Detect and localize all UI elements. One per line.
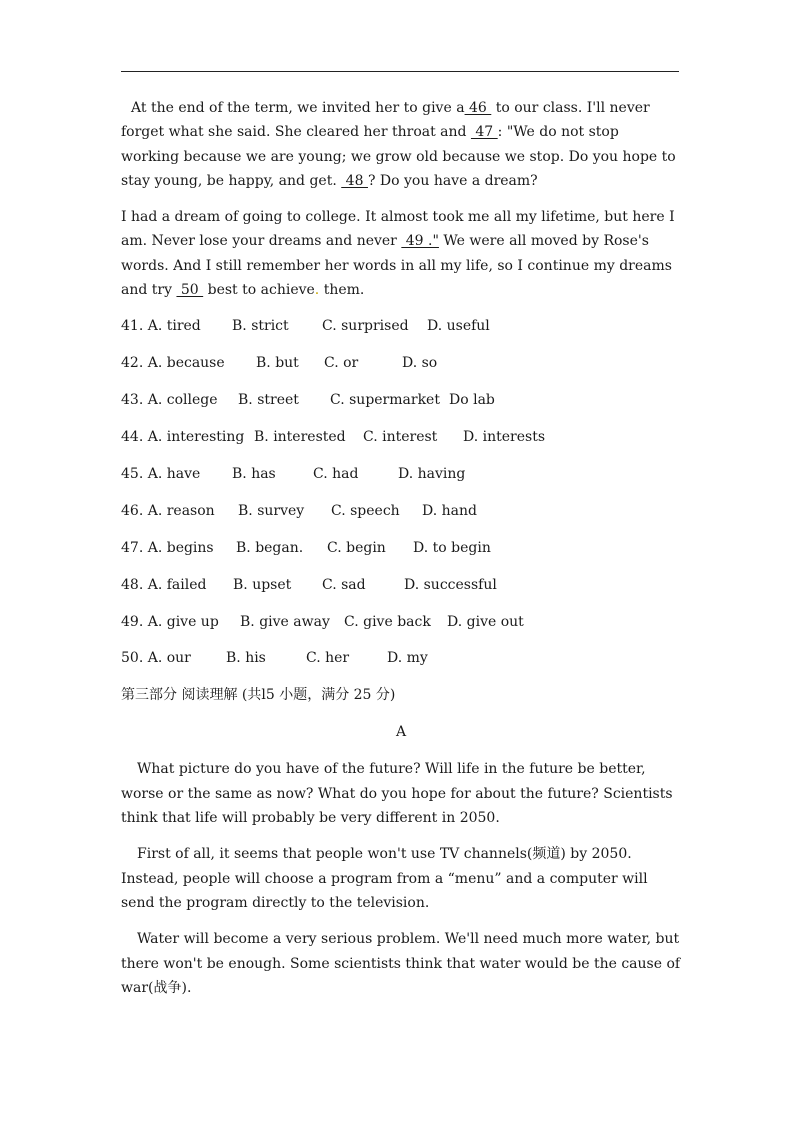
option-c: C. had [313,465,359,482]
option-b: B. but [256,355,299,372]
question-row [121,388,681,412]
option-a: 44. A. interesting [121,429,245,446]
option-d: Do lab [449,392,495,409]
passage-label: A [395,724,407,741]
option-a: 46. A. reason [121,502,215,519]
option-c: C. surprised [322,318,409,335]
option-b: B. strict [232,318,289,335]
option-a: 42. A. because [121,355,225,372]
passage-text: I had a dream of going to college. It almost took me all my lifetime, but here I am. Never lose your dreams and never [121,209,675,250]
option-c: C. speech [331,502,400,519]
option-c: C. supermarket [330,392,440,409]
option-a: 47. A. begins [121,539,214,556]
passage-paragraph-2 [121,205,681,302]
option-b: B. his [226,650,266,667]
blank-50: 50 [176,282,204,299]
option-d: D. give out [447,613,524,630]
passage-text: ? Do you have a dream? [367,172,538,189]
question-row [121,351,681,375]
blank-49: 49 ." [401,233,439,250]
reading-paragraph-2: First of all, it seems that people won't use TV channels(频道) by 2050. Instead, people will choose a program from a “menu” and a computer will send the program directly to the television. [121,846,648,911]
blank-48: 48 [341,172,368,189]
reading-paragraph-1: What picture do you have of the future? Will life in the future be better, worse or the same as now? What do you hope for about the future? Scientists think that life will probably be very different in 2050. [121,761,673,827]
passage-dot: . [314,282,320,299]
option-a: 43. A. college [121,392,218,409]
question-row [121,314,681,338]
passage-text: best to achieve [203,282,315,299]
option-a: 41. A. tired [121,318,201,335]
option-b: B. upset [233,576,292,593]
question-row [121,573,681,597]
section-title: 第三部分 阅读理解 (共l5 小题，满分 25 分) [121,687,396,704]
question-list [121,314,681,670]
option-d: D. to begin [413,539,491,556]
option-d: D. interests [463,429,546,446]
option-c: C. sad [322,576,366,593]
passage-text: to our class. I'll never forget what she said. She cleared her throat and [121,100,650,141]
option-b: B. survey [238,502,305,519]
option-d: D. hand [422,502,477,519]
option-c: C. interest [363,429,438,446]
option-d: D. useful [427,318,490,335]
option-b: B. street [238,392,299,409]
option-d: D. successful [404,576,497,593]
option-b: B. has [232,465,276,482]
blank-47: 47 [470,124,498,141]
blank-46: 46 [464,100,492,116]
header-rule [121,71,679,72]
question-row [121,425,681,449]
option-d: D. my [387,650,428,667]
option-b: B. give away [240,613,330,630]
option-b: B. began. [236,539,304,556]
passage-text: At the end of the term, we invited her to give a [131,100,465,116]
passage-text: We were all moved by Rose's words. And I still remember her words in all my life, so I continue my dreams and try [121,233,672,299]
option-a: 50. A. our [121,650,191,667]
content [121,96,681,1012]
option-c: C. give back [344,613,431,630]
option-c: C. begin [327,539,386,556]
option-d: D. so [402,355,438,372]
question-row [121,646,681,670]
question-row [121,499,681,523]
question-row [121,536,681,560]
question-row [121,610,681,634]
option-c: C. her [306,650,350,667]
passage-paragraph-1 [121,96,681,193]
option-d: D. having [398,465,466,482]
passage-text: : "We do not stop working because we are young; we grow old because we stop. Do you hope to stay young, be happy, and get. [121,124,676,189]
option-b: B. interested [254,429,346,446]
passage-text: them. [319,282,365,299]
question-row [121,462,681,486]
option-a: 49. A. give up [121,613,219,630]
option-a: 48. A. failed [121,576,207,593]
reading-paragraph-3: Water will become a very serious problem. We'll need much more water, but there won't be enough. Some scientists think that water would be the cause of war(战争). [121,931,681,996]
option-a: 45. A. have [121,465,201,482]
option-c: C. or [324,355,359,372]
